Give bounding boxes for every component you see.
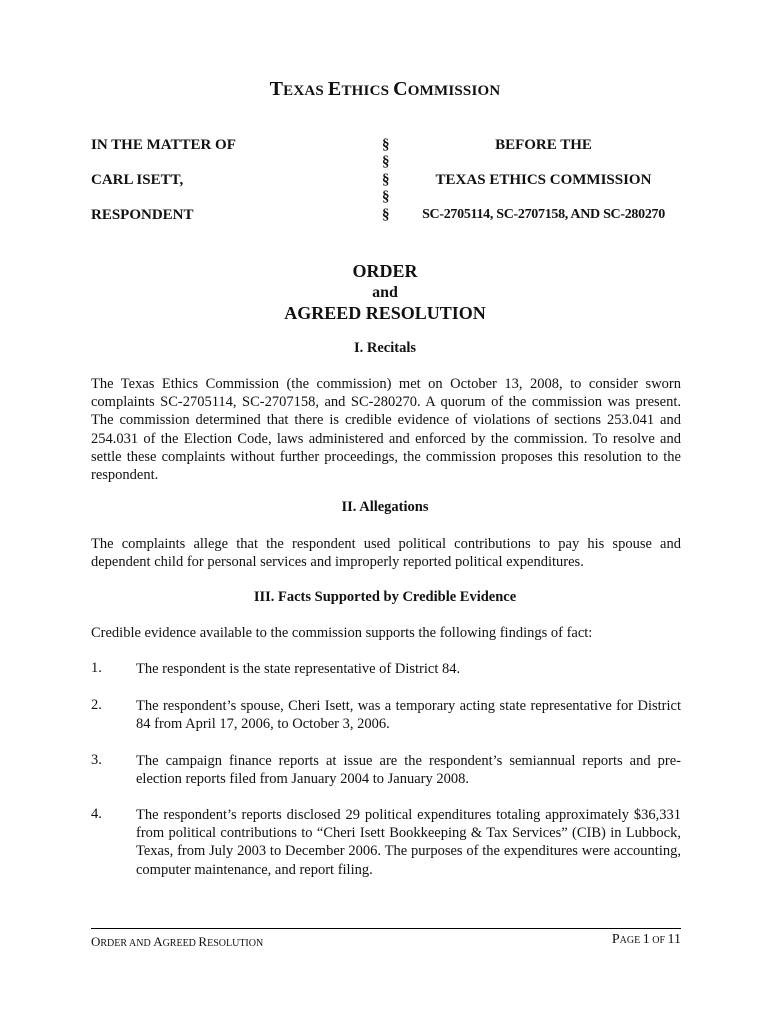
section-mark: § bbox=[382, 189, 390, 206]
document-title: TEXAS ETHICS COMMISSION bbox=[269, 78, 501, 100]
allegations-heading: II. Allegations bbox=[341, 499, 429, 515]
caption-respondent-name: CARL ISETT, bbox=[91, 172, 184, 188]
finding-text: The campaign finance reports at issue are the respondent’s semiannual reports and pre-election reports filed from January 2004 to January 2008. bbox=[136, 753, 681, 788]
facts-intro: Credible evidence available to the commission supports the following findings of fact: bbox=[91, 625, 593, 641]
finding-text: The respondent’s reports disclosed 29 political expenditures totaling approximately $36,331 from political contributions to “Cheri Isett Bookkeeping & Tax Services” (CIB) in Lubbock, Texas, from July 2003 to December 2006. The purposes of the expenditures were accounting, computer maintenance, and report filing. bbox=[136, 807, 681, 878]
allegations-paragraph: The complaints allege that the respondent used political contributions to pay his spouse and dependent child for personal services and improperly reported political expenditures. bbox=[91, 536, 681, 571]
section-mark: § bbox=[382, 206, 390, 223]
finding-text: The respondent’s spouse, Cheri Isett, was a temporary acting state representative for District 84 from April 17, 2006, to October 3, 2006. bbox=[136, 698, 681, 733]
caption-respondent-label: RESPONDENT bbox=[91, 207, 194, 223]
facts-heading: III. Facts Supported by Credible Evidence bbox=[253, 589, 517, 605]
finding-number: 1. bbox=[91, 660, 102, 676]
footer-divider bbox=[91, 928, 681, 929]
finding-number: 3. bbox=[91, 752, 102, 768]
finding-number: 2. bbox=[91, 697, 102, 713]
caption-case-numbers: SC-2705114, SC-2707158, AND SC-280270 bbox=[422, 207, 665, 222]
caption-before-the: BEFORE THE bbox=[495, 137, 592, 153]
order-heading bbox=[0, 261, 770, 324]
order-line-and: and bbox=[372, 284, 398, 301]
section-mark: § bbox=[382, 137, 390, 153]
section-mark: § bbox=[382, 154, 390, 171]
section-marks-column bbox=[382, 137, 390, 224]
footer-document-label: ORDER AND AGREED RESOLUTION bbox=[91, 934, 264, 949]
recitals-paragraph: The Texas Ethics Commission (the commission) met on October 13, 2008, to consider sworn complaints SC-2705114, SC-2707158, and SC-280270. A quorum of the commission was present. The commission determined that there is credible evidence of violations of sections 253.041 and 254.031 of the Election Code, laws administered and enforced by the commission. To resolve and settle these complaints without further proceedings, the commission proposes this resolution to the respondent. bbox=[91, 376, 681, 484]
caption-in-the-matter: IN THE MATTER OF bbox=[91, 137, 236, 153]
finding-number: 4. bbox=[91, 806, 102, 822]
recitals-heading: I. Recitals bbox=[353, 340, 416, 356]
section-mark: § bbox=[382, 171, 390, 188]
order-line: ORDER bbox=[352, 261, 418, 281]
caption-commission-name: TEXAS ETHICS COMMISSION bbox=[435, 172, 652, 188]
footer-page-number: PAGE 1 OF 11 bbox=[611, 932, 681, 947]
finding-text: The respondent is the state representative of District 84. bbox=[136, 661, 461, 677]
order-line-agreed: AGREED RESOLUTION bbox=[284, 303, 486, 323]
